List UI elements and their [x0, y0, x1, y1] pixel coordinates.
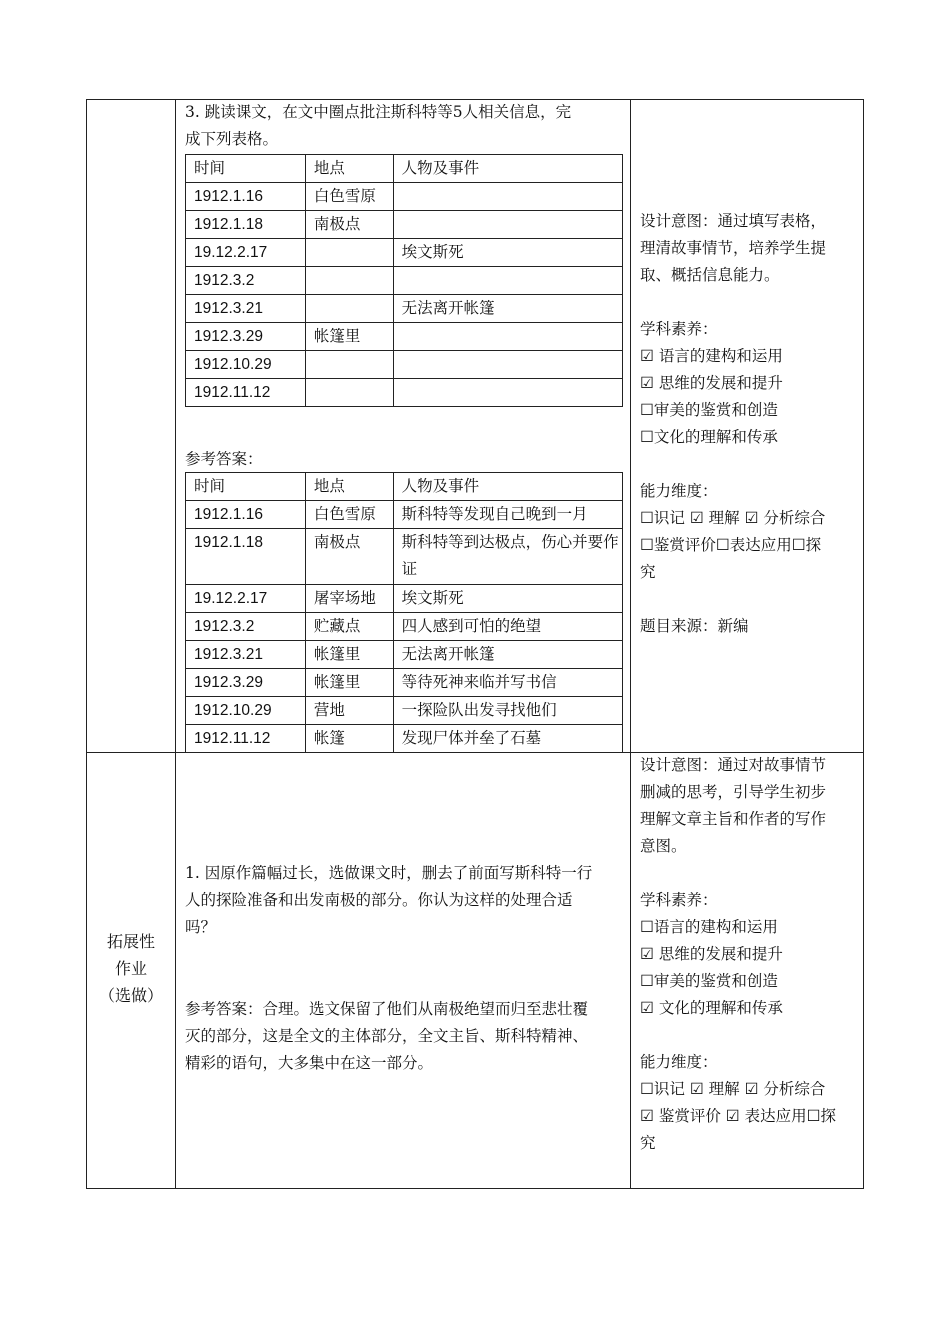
blank-table-row	[186, 351, 623, 379]
answer-table-cell-event: 人物及事件	[393, 473, 622, 501]
col-divider-1	[175, 99, 176, 1189]
answer-table-row	[186, 613, 623, 641]
design-intent-line: 设计意图：通过对故事情节	[640, 756, 827, 774]
answer-table-row	[186, 501, 623, 529]
blank-table-cell-place: 南极点	[305, 211, 393, 239]
blank-table-cell-place: 白色雪原	[305, 183, 393, 211]
blank-table-cell-event	[393, 211, 622, 239]
blank-table-row	[186, 267, 623, 295]
extension-question-line1: 1. 因原作篇幅过长，选做课文时，删去了前面写斯科特一行	[185, 864, 593, 882]
extension-question-line3: 吗？	[185, 918, 217, 936]
answer-table-cell-place: 帐篷里	[305, 641, 393, 669]
extension-label-line3: （选做）	[98, 986, 163, 1005]
answer-table-cell-date: 1912.1.16	[186, 501, 306, 529]
extension-label	[87, 928, 175, 1009]
col-divider-2	[630, 99, 631, 1189]
literacy-item: ☑ 思维的发展和提升	[640, 945, 783, 963]
design-notes-1	[640, 208, 858, 640]
answer-table-cell-event: 一探险队出发寻找他们	[393, 697, 622, 725]
design-intent-line: 设计意图：通过填写表格，	[640, 212, 827, 230]
answer-table-cell-event: 无法离开帐篷	[393, 641, 622, 669]
blank-table-cell-event	[393, 183, 622, 211]
answer-table-cell-event: 埃文斯死	[393, 585, 622, 613]
answer-table-cell-place: 贮藏点	[305, 613, 393, 641]
literacy-item: ☑ 语言的建构和运用	[640, 347, 783, 365]
answer-table-cell-place: 帐篷里	[305, 669, 393, 697]
question-3-line1: 3. 跳读课文，在文中圈点批注斯科特等5人相关信息，完	[185, 103, 572, 121]
blank-table-cell-event: 埃文斯死	[393, 239, 622, 267]
design-intent-line: 理清故事情节，培养学生提	[640, 239, 827, 257]
blank-table-cell-place: 地点	[305, 155, 393, 183]
answer-table-cell-place: 屠宰场地	[305, 585, 393, 613]
blank-table-cell-event	[393, 323, 622, 351]
blank-table-cell-event	[393, 351, 622, 379]
answer-table-cell-date: 1912.10.29	[186, 697, 306, 725]
answer-table-cell-place: 白色雪原	[305, 501, 393, 529]
extension-question	[185, 860, 625, 941]
answer-table-row	[186, 697, 623, 725]
answer-table-cell-place: 地点	[305, 473, 393, 501]
ability-line: ☐鉴赏评价☐表达应用☐探	[640, 536, 822, 554]
literacy-item: ☐语言的建构和运用	[640, 918, 778, 936]
blank-table-cell-date: 1912.1.16	[186, 183, 306, 211]
blank-table-cell-place	[305, 351, 393, 379]
blank-table	[185, 154, 623, 407]
literacy-item: ☑ 思维的发展和提升	[640, 374, 783, 392]
design-intent-line: 取、概括信息能力。	[640, 266, 780, 284]
extension-question-line2: 人的探险准备和出发南极的部分。你认为这样的处理合适	[185, 891, 573, 909]
extension-answer-line1: 参考答案：合理。选文保留了他们从南极绝望而归至悲壮覆	[185, 1000, 589, 1018]
blank-table-row	[186, 379, 623, 407]
blank-table-cell-place	[305, 267, 393, 295]
literacy-item: ☐审美的鉴赏和创造	[640, 401, 778, 419]
blank-table-cell-place	[305, 295, 393, 323]
question-source: 题目来源：新编	[640, 617, 749, 635]
answer-table-cell-date: 时间	[186, 473, 306, 501]
answer-table-cell-date: 19.12.2.17	[186, 585, 306, 613]
literacy-item: ☐审美的鉴赏和创造	[640, 972, 778, 990]
answer-table-cell-date: 1912.1.18	[186, 529, 306, 585]
answer-table-row	[186, 669, 623, 697]
extension-label-line2: 作业	[114, 959, 147, 978]
blank-table-cell-event	[393, 267, 622, 295]
extension-label-line1: 拓展性	[106, 932, 155, 951]
blank-table-row	[186, 295, 623, 323]
blank-table-row	[186, 183, 623, 211]
ability-title: 能力维度：	[640, 482, 718, 500]
answer-table-header-row	[186, 473, 623, 501]
answer-table-cell-event: 等待死神来临并写书信	[393, 669, 622, 697]
blank-table-cell-place	[305, 239, 393, 267]
blank-table-cell-date: 1912.3.29	[186, 323, 306, 351]
extension-answer-line3: 精彩的语句，大多集中在这一部分。	[185, 1054, 434, 1072]
blank-table-cell-date: 1912.11.12	[186, 379, 306, 407]
literacy-title: 学科素养：	[640, 320, 718, 338]
answer-table-cell-date: 1912.3.21	[186, 641, 306, 669]
ability-line: 究	[640, 563, 656, 581]
blank-table-cell-date: 19.12.2.17	[186, 239, 306, 267]
blank-table-cell-date: 1912.1.18	[186, 211, 306, 239]
blank-table-cell-date: 时间	[186, 155, 306, 183]
ability-line: 究	[640, 1134, 656, 1152]
answer-table	[185, 472, 623, 753]
answer-table-cell-event: 斯科特等发现自己晚到一月	[393, 501, 622, 529]
answer-table-cell-date: 1912.3.2	[186, 613, 306, 641]
blank-table-row	[186, 323, 623, 351]
design-intent-line: 删减的思考，引导学生初步	[640, 783, 827, 801]
blank-table-cell-date: 1912.10.29	[186, 351, 306, 379]
answer-table-cell-date: 1912.3.29	[186, 669, 306, 697]
blank-table-cell-place: 帐篷里	[305, 323, 393, 351]
ability-title: 能力维度：	[640, 1053, 718, 1071]
answer-table-cell-event: 斯科特等到达极点，伤心并要作证	[393, 529, 622, 585]
design-intent-line: 意图。	[640, 837, 687, 855]
literacy-item: ☑ 文化的理解和传承	[640, 999, 783, 1017]
blank-table-cell-date: 1912.3.21	[186, 295, 306, 323]
blank-table-cell-place	[305, 379, 393, 407]
blank-table-header-row	[186, 155, 623, 183]
blank-table-cell-event: 人物及事件	[393, 155, 622, 183]
blank-table-row	[186, 211, 623, 239]
answer-table-row	[186, 529, 623, 585]
design-notes-2	[640, 752, 858, 1157]
answer-table-cell-place: 帐篷	[305, 725, 393, 753]
blank-table-cell-event: 无法离开帐篷	[393, 295, 622, 323]
blank-table-cell-event	[393, 379, 622, 407]
answer-table-row	[186, 641, 623, 669]
extension-answer	[185, 996, 625, 1077]
extension-answer-line2: 灭的部分，这是全文的主体部分，全文主旨、斯科特精神、	[185, 1027, 589, 1045]
ability-line: ☐识记 ☑ 理解 ☑ 分析综合	[640, 1080, 826, 1098]
blank-table-cell-date: 1912.3.2	[186, 267, 306, 295]
answer-table-cell-place: 营地	[305, 697, 393, 725]
answer-table-cell-event: 发现尸体并垒了石墓	[393, 725, 622, 753]
blank-table-row	[186, 239, 623, 267]
ability-line: ☐识记 ☑ 理解 ☑ 分析综合	[640, 509, 826, 527]
answer-table-cell-event: 四人感到可怕的绝望	[393, 613, 622, 641]
answer-table-cell-date: 1912.11.12	[186, 725, 306, 753]
question-3-line2: 成下列表格。	[185, 130, 279, 148]
answer-table-row	[186, 585, 623, 613]
answer-table-cell-place: 南极点	[305, 529, 393, 585]
literacy-title: 学科素养：	[640, 891, 718, 909]
ability-line: ☑ 鉴赏评价 ☑ 表达应用☐探	[640, 1107, 836, 1125]
answer-table-row	[186, 725, 623, 753]
literacy-item: ☐文化的理解和传承	[640, 428, 778, 446]
design-intent-line: 理解文章主旨和作者的写作	[640, 810, 827, 828]
answer-label: 参考答案：	[185, 450, 263, 468]
